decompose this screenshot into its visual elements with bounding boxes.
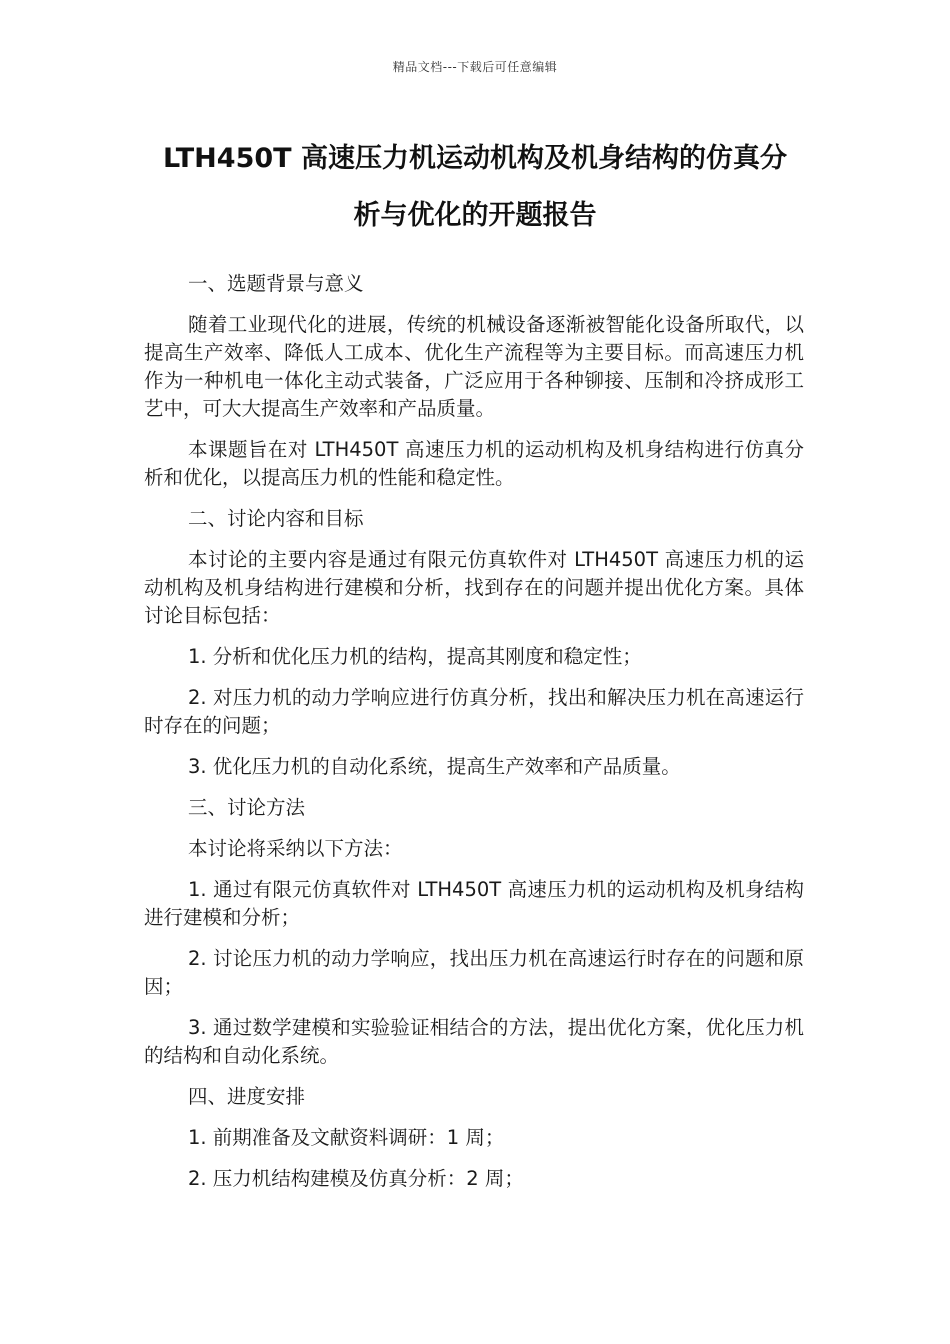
paragraph-content: 本讨论的主要内容是通过有限元仿真软件对 LTH450T 高速压力机的运动机构及机身结构进行建模和分析，找到存在的问题并提出优化方案。具体讨论目标包括：: [144, 548, 804, 627]
paragraph-background: 随着工业现代化的进展，传统的机械设备逐渐被智能化设备所取代，以提高生产效率、降低人工成本、优化生产流程等为主要目标。而高速压力机作为一种机电一体化主动式装备，广泛应用于各种铆接、压制和冷挤成形工艺中，可大大提高生产效率和产品质量。: [144, 313, 804, 420]
paragraph-purpose: 本课题旨在对 LTH450T 高速压力机的运动机构及机身结构进行仿真分析和优化，以提高压力机的性能和稳定性。: [144, 438, 804, 489]
section-heading-background: 一、选题背景与意义: [188, 272, 364, 295]
list-item-goal-1: 1. 分析和优化压力机的结构，提高其刚度和稳定性；: [188, 645, 642, 668]
list-item-schedule-2: 2. 压力机结构建模及仿真分析：2 周；: [188, 1167, 524, 1190]
title-line-1: LTH450T 高速压力机运动机构及机身结构的仿真分: [163, 143, 787, 174]
paragraph-method-intro: 本讨论将采纳以下方法：: [188, 837, 403, 860]
section-heading-method: 三、讨论方法: [188, 796, 306, 819]
section-heading-schedule: 四、进度安排: [188, 1085, 306, 1108]
list-item-method-2: 2. 讨论压力机的动力学响应，找出压力机在高速运行时存在的问题和原因；: [144, 947, 804, 998]
list-item-method-1: 1. 通过有限元仿真软件对 LTH450T 高速压力机的运动机构及机身结构进行建模和分析；: [144, 878, 804, 929]
title-line-2: 析与优化的开题报告: [353, 200, 597, 231]
document-title: [145, 130, 805, 244]
list-item-schedule-1: 1. 前期准备及文献资料调研：1 周；: [188, 1126, 505, 1149]
list-item-goal-3: 3. 优化压力机的自动化系统，提高生产效率和产品质量。: [188, 755, 681, 778]
list-item-goal-2: 2. 对压力机的动力学响应进行仿真分析，找出和解决压力机在高速运行时存在的问题；: [144, 686, 804, 737]
list-item-method-3: 3. 通过数学建模和实验验证相结合的方法，提出优化方案，优化压力机的结构和自动化系统。: [144, 1016, 804, 1067]
section-heading-content: 二、讨论内容和目标: [188, 507, 364, 530]
document-body: [144, 270, 804, 1206]
header-note: 精品文档---下载后可任意编辑: [392, 60, 558, 74]
